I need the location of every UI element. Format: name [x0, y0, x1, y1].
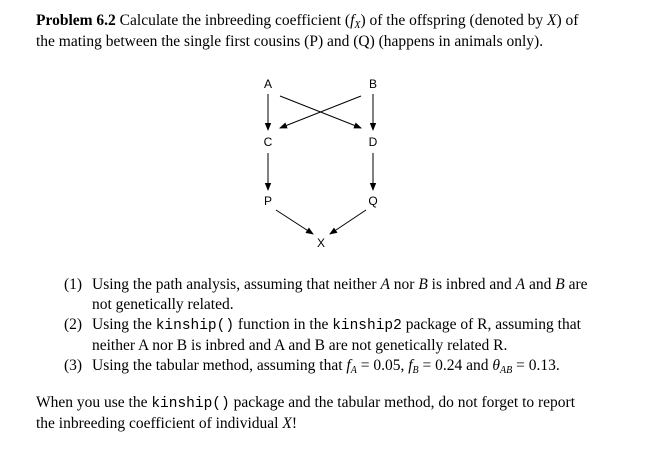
edge-q-x	[330, 210, 366, 234]
question-number: (3)	[64, 357, 83, 374]
problem-text-2: the mating between the single first cousins (P) and (Q) (happens in animals only).	[36, 33, 544, 50]
value-fa: = 0.05,	[356, 357, 409, 374]
subscript-a: A	[350, 365, 357, 376]
x-variable: X	[547, 12, 557, 29]
node-q: Q	[368, 194, 378, 208]
edge-p-x	[276, 210, 313, 234]
question-text: package of R, assuming that	[401, 316, 581, 333]
question-list	[64, 275, 634, 376]
closing-text: When you use the	[36, 394, 152, 411]
question-3	[64, 356, 634, 376]
theta-symbol: θ	[492, 357, 501, 374]
fx-subscript: X	[354, 20, 361, 31]
closing-text: the inbreeding coefficient of individual	[36, 415, 283, 432]
question-text: are	[564, 276, 588, 293]
node-p: P	[263, 194, 273, 208]
closing-text: package and the tabular method, do not forget to report	[229, 394, 576, 411]
question-text: nor	[389, 276, 419, 293]
problem-statement	[36, 10, 636, 52]
code-kinship2-package: kinship2	[332, 318, 402, 334]
var-a: A	[380, 276, 390, 293]
question-number: (2)	[64, 316, 83, 333]
question-text: and	[525, 276, 556, 293]
var-a: A	[515, 276, 526, 293]
x-variable: X	[282, 415, 292, 432]
problem-text-1: Calculate the inbreeding coefficient (	[119, 12, 351, 29]
question-number: (1)	[64, 276, 83, 293]
value-fb: = 0.24 and	[418, 357, 493, 374]
question-text: function in the	[234, 316, 333, 333]
question-2	[64, 315, 634, 356]
question-text: not genetically related.	[92, 296, 234, 313]
question-text: Using the path analysis, assuming that neither	[92, 276, 381, 293]
question-text: is inbred and	[427, 276, 516, 293]
node-a: A	[263, 77, 273, 91]
f-symbol: f	[408, 357, 413, 374]
subscript-ab: AB	[500, 365, 513, 376]
fx-symbol: f	[350, 12, 355, 29]
code-kinship-function: kinship()	[155, 318, 235, 334]
question-1	[64, 275, 634, 315]
closing-note	[36, 393, 636, 434]
problem-text-1c: ) of	[556, 12, 579, 29]
var-b: B	[418, 276, 428, 293]
node-b: B	[368, 77, 378, 91]
subscript-b: B	[412, 365, 419, 376]
question-text: neither A nor B is inbred and A and B are not genetically related R.	[92, 337, 508, 354]
code-kinship-function: kinship()	[151, 396, 230, 412]
node-c: C	[263, 135, 273, 149]
edge-a-d	[280, 96, 361, 128]
value-theta: = 0.13.	[512, 357, 560, 374]
var-b: B	[555, 276, 565, 293]
closing-text: !	[291, 415, 297, 432]
edge-b-c	[280, 96, 361, 128]
question-text: Using the tabular method, assuming that	[92, 357, 347, 374]
node-d: D	[368, 135, 378, 149]
problem-label: Problem 6.2	[36, 12, 116, 29]
problem-text-1b: ) of the offspring (denoted by	[360, 12, 544, 29]
question-text: Using the	[92, 316, 156, 333]
f-symbol: f	[346, 357, 351, 374]
node-x: X	[316, 236, 326, 250]
